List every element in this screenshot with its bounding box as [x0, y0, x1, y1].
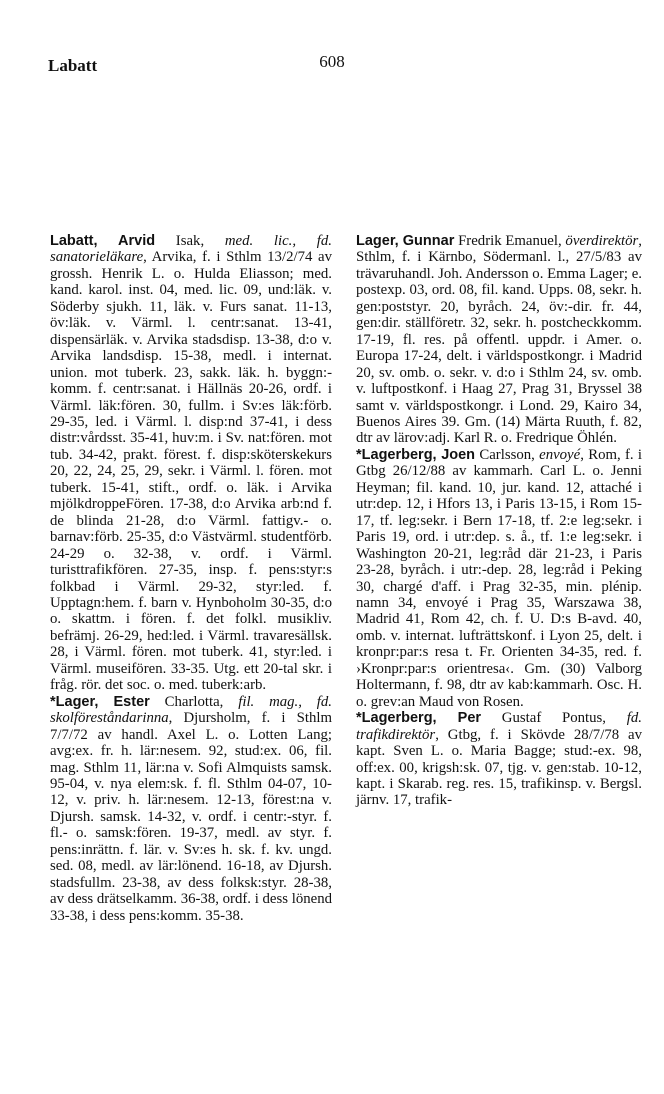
entry-text: , Rom, f. i Gtbg 26/12/88 av kammarh. Carl L. o. Jenni Heyman; fil. kand. 10, jur. kand. 12, attaché i utr:dep. 12, i Hfors 13, i Paris 13-15, i Rom 15-17, tf. leg:sekr. i Bern 17-18, tf. 2:e leg:sekr. i Paris 19, ord. i utr:dep. s. å., tf. 1:e leg:sekr. i Washington 20-21, leg:råd där 21-23, i Paris 23-28, byråch. i utr:-dep. 28, leg:råd i Peking 30, chargé d'aff. i Prag 32-35, min. plénip. namn 34, envoyé i Prag 35, Warszawa 38, Madrid 41, Rom 42, ch. f. U. D:s B-avd. 40, omb. v. internat. lufträttskonf. i Lyon 25, delt. i kronpr:par:s resa t. Fr. Orienten 34-35, red. f. ›Kronpr:par:s orientresa‹. Gm. (30) Valborg Holtermann, f. 98, dtr av kab:kammarh. Osc. H. o. grev:an Maud von Rosen. — [356, 446, 642, 710]
entry-name: *Lager, Ester — [50, 693, 150, 710]
entry-title: med. lic., fd. sanatorieläkare — [50, 233, 332, 266]
entry-name: *Lagerberg, Joen — [356, 446, 476, 463]
entry-text: , Arvika, f. i Sthlm 13/2/74 av grossh. Henrik L. o. Hulda Eliasson; med. kand. karol. inst. 04, med. lic. 09, und:läk. v. Söderby sjukh. 11, läk. v. Furs sanat. 11-13, öv:läk. v. Värml. l. centr:sanat. 13-41, dispensärläk. v. Arvika stadsdisp. 13-38, d:o v. Arvika landsdisp. 15-38, medl. i internat. union. mot tuberk. 23, sakk. läk. h. byggn:-komm. f. centr:sanat. i Hällnäs 20-26, ordf. i Värml. läk:fören. 30, fullm. i Sv:es läk:förb. 29-35, led. i Värml. l. disp:nd 37-41, i dess distr:vårdsst. 35-41, huv:m. i Sv. nat:fören. mot tub. 34-42, prakt. förest. f. disp:sköterskekurs 20, 22, 24, 25, 29, sekr. i Värml. l. fören. mot tuberk. 15-41, stift., ordf. o. läk. i Arvika mjölkdroppeFören. 17-38, d:o Arvika arb:nd f. de blinda 21-28, d:o Värml. fattigv.- o. barnav:förb. 25-35, d:o Västvärml. studentförb. 24-29 o. 32-38, v. ordf. i Värml. turisttrafikfören. 27-35, insp. f. pens:styr:s folkbad i Värml. 29-32, styr:led. f. Upptagn:hem. f. barn v. Hynboholm 30-35, d:o o. skattm. i fören. f. det folkl. musikliv. befrämj. 26-29, hed:led. i Värml. travaresällsk. 28, i Värml. fören. mot tuberk. 41, styr:led. i Värml. museifören. 33-35. Utg. ett 20-tal skr. i fråg. rör. det soc. o. med. tuberk:arb. — [50, 249, 332, 694]
entry-given-names: Fredrik Emanuel, — [454, 233, 566, 249]
entry-lagerberg-per — [356, 710, 642, 809]
entry-title: envoyé — [539, 446, 581, 463]
entry-text: , Sthlm, f. i Kärnbo, Södermanl. l., 27/5/83 av trävaruhandl. Joh. Andersson o. Emma Lager; e. postexp. 03, ord. 08, fil. kand. Upps. 08, sekr. h. gen:poststyr. 20, byråch. 24, öv:-dir. fr. 44, gen:dir. ställföretr. 32, sekr. h. postcheckkomm. 17-19, fl. res. på offentl. uppdr. i Amer. o. Europa 17-24, delt. i världspostkongr. i Madrid 20, sv. omb. o. sekr. v. d:o i Sthlm 24, sv. omb. v. luftpostkonf. i Haag 27, Prag 31, Bryssel 38 samt v. världspostkongr. i Lond. 29, Kairo 34, Buenos Aires 39. Gm. (14) Märta Ruuth, f. 82, dtr av lärov:adj. Karl R. o. Fredrique Öhlén. — [356, 233, 642, 447]
column-left — [50, 233, 332, 924]
entry-name: Lager, Gunnar — [356, 233, 455, 249]
entry-lager-gunnar — [356, 233, 642, 447]
entry-lager-ester — [50, 694, 332, 924]
running-head: Labatt — [48, 56, 98, 75]
entry-given-names: Gustaf Pontus, — [481, 710, 627, 727]
entry-text: , Gtbg, f. i Skövde 28/7/78 av kapt. Sven L. o. Maria Bagge; stud:-ex. 98, off:ex. 00, krigsh:sk. 07, tjg. v. gen:stab. 10-12, kapt. i Skarab. reg. res. 15, trafikinsp. v. Bergsl. järnv. 17, trafik- — [356, 726, 642, 809]
entry-given-names: Isak, — [155, 233, 225, 249]
page-number: 608 — [319, 52, 345, 71]
entry-labatt-arvid — [50, 233, 332, 694]
entry-name: Labatt, Arvid — [50, 233, 156, 249]
entry-name: *Lagerberg, Per — [356, 710, 482, 727]
entry-title: fd. trafikdirektör — [356, 710, 642, 743]
entry-title: fil. mag., fd. skolföreståndarinna — [50, 693, 332, 727]
entry-lagerberg-joen — [356, 447, 642, 710]
entry-text: , Djursholm, f. i Sthlm 7/7/72 av handl. Axel L. o. Lotten Lang; avg:ex. fr. h. lär:nesem. 92, stud:ex. 06, fil. mag. Sthlm 11, lär:na v. Sofi Almquists samsk. 95-04, v. nya elem:sk. f. fl. Sthlm 04-07, 10-12, v. priv. h. lär:nesem. 12-13, förest:na v. Djursh. samsk. 14-32, v. ordf. i centr:-styr. f. fl.- o. samsk:fören. 19-37, medl. av styr. f. pens:inrättn. f. lär. v. Sv:es h. sk. f. kv. ungd. sed. 08, medl. av lär:lönend. 16-18, av Djursh. stadsfullm. 23-38, av dess folksk:styr. 28-38, av dess drätselkamm. 36-38, ordf. i dess lönend 33-38, i dess pens:komm. 35-38. — [50, 710, 332, 924]
entry-given-names: Carlsson, — [475, 446, 540, 463]
column-right — [356, 233, 642, 809]
entry-given-names: Charlotta, — [149, 693, 239, 710]
entry-title: överdirektör — [565, 233, 639, 249]
